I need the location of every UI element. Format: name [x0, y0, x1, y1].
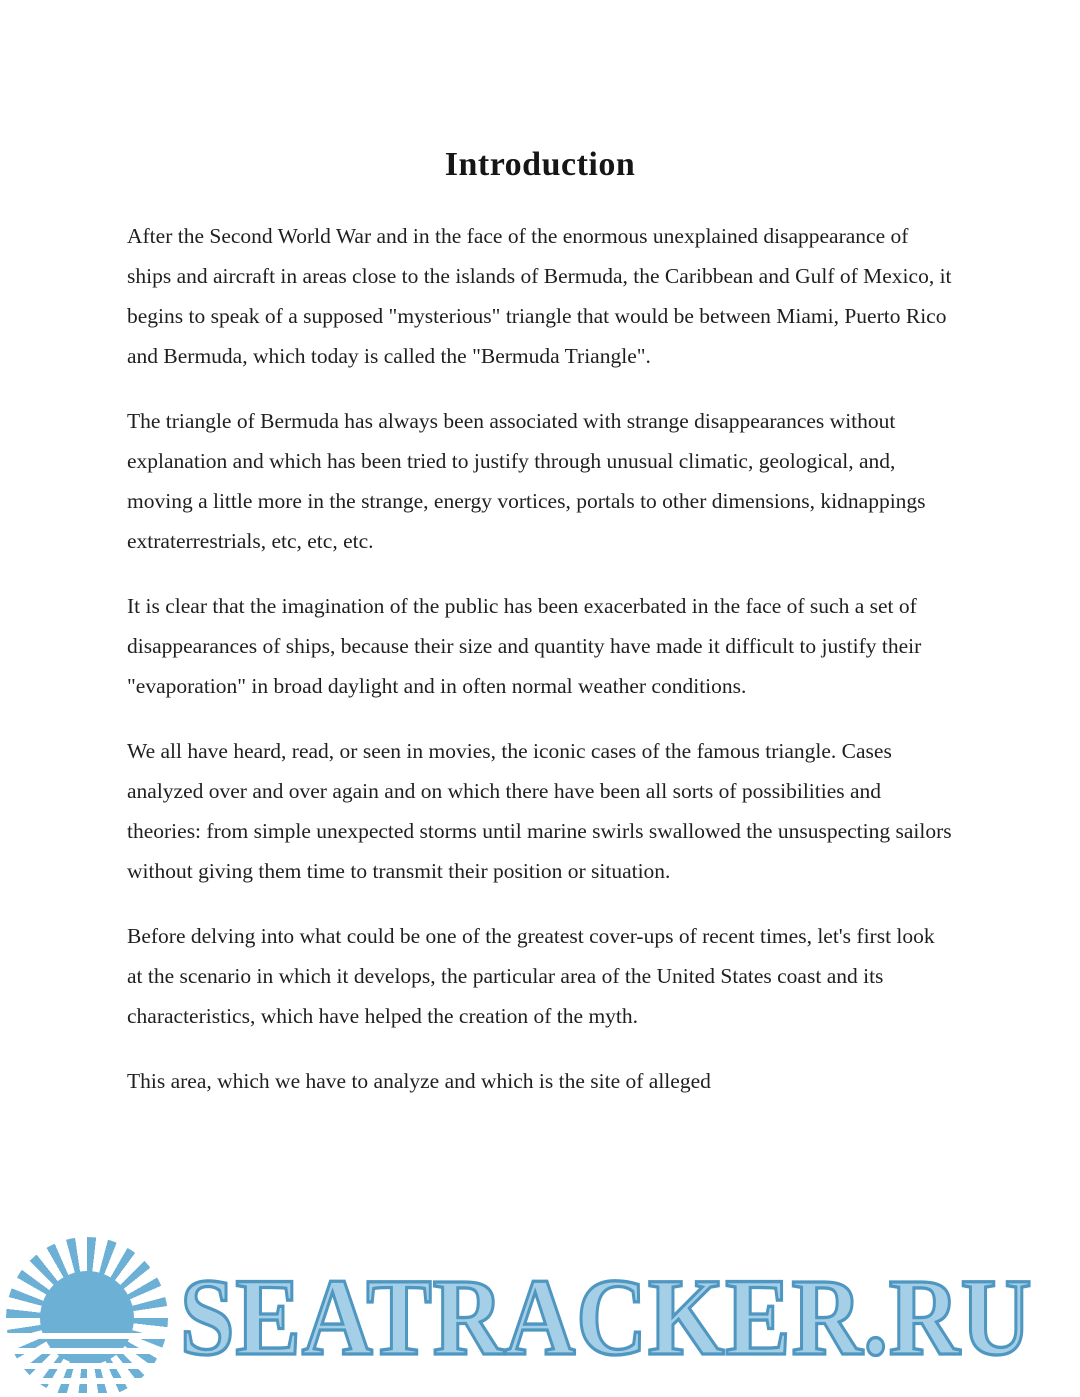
paragraph: After the Second World War and in the face of the enormous unexplained disappearance of ships and aircraft in areas close to the islands of Bermuda, the Caribbean and Gulf of Mexico, it begins to speak of a supposed "mysterious" triangle that would be between Miami, Puerto Rico and Bermuda, which today is called the "Bermuda Triangle".	[127, 224, 952, 368]
sun-logo-icon	[6, 1237, 168, 1397]
paragraph: We all have heard, read, or seen in movies, the iconic cases of the famous triangle. Cases analyzed over and over again and on which there have been all sorts of possibilities and theories: from simple unexpected storms until marine swirls swallowed the unsuspecting sailors without giving them time to transmit their position or situation.	[127, 739, 952, 883]
watermark	[0, 1233, 1080, 1397]
watermark-text: SEATRACKER.RU	[180, 1257, 1033, 1379]
page-title: Introduction	[444, 146, 636, 183]
paragraph: This area, which we have to analyze and which is the site of alleged	[127, 1069, 711, 1093]
paragraph: It is clear that the imagination of the public has been exacerbated in the face of such a set of disappearances of ships, because their size and quantity have made it difficult to justify their "evaporation" in broad daylight and in often normal weather conditions.	[127, 594, 922, 698]
sun-stripes-icon	[6, 1324, 168, 1397]
paragraph: The triangle of Bermuda has always been associated with strange disappearances without explanation and which has been tried to justify through unusual climatic, geological, and, moving a little more in the strange, energy vortices, portals to other dimensions, kidnappings extraterrestrials, etc, etc, etc.	[127, 409, 926, 553]
body-text	[0, 184, 1080, 1101]
paragraph: Before delving into what could be one of the greatest cover-ups of recent times, let's first look at the scenario in which it develops, the particular area of the United States coast and its characteristics, which have helped the creation of the myth.	[127, 924, 935, 1028]
